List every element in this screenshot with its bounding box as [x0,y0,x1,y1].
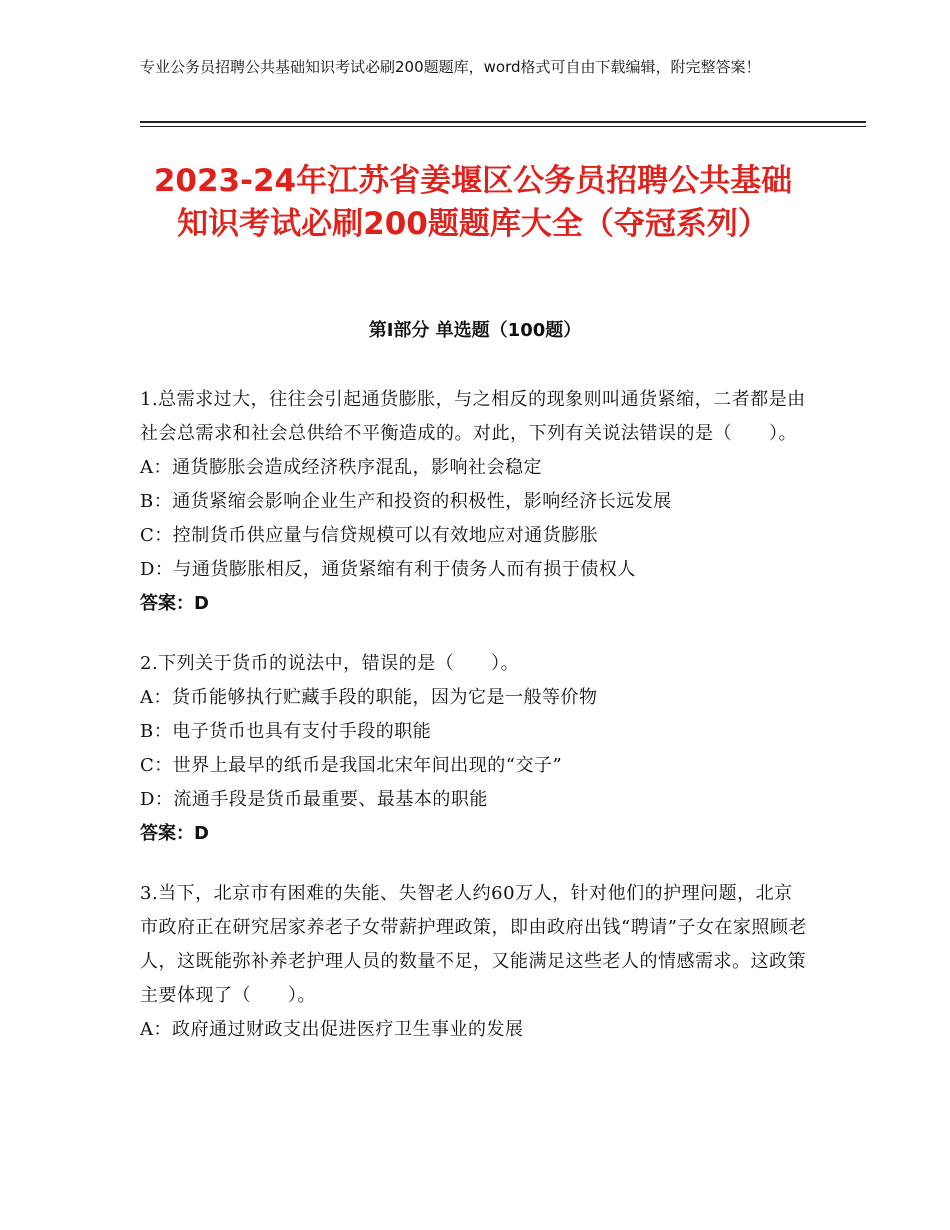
answer: 答案：D [140,823,209,844]
option-a: A：货币能够执行贮藏手段的职能，因为它是一般等价物 [140,687,598,708]
option-c: C：世界上最早的纸币是我国北宋年间出现的“交子” [140,755,563,776]
section-heading: 第Ⅰ部分 单选题（100题） [368,320,582,341]
option-c: C：控制货币供应量与信贷规模可以有效地应对通货膨胀 [140,525,599,546]
option-d: D：与通货膨胀相反，通货紧缩有利于债务人而有损于债权人 [140,559,636,580]
questions-list [140,383,808,1073]
header-rule-thick [140,121,866,123]
question-1 [140,383,808,621]
question-2 [140,647,808,851]
answer: 答案：D [140,593,209,614]
document-title: 2023-24年江苏省姜堰区公务员招聘公共基础知识考试必刷200题题库大全（夺冠系列） [153,163,793,242]
option-a: A：通货膨胀会造成经济秩序混乱，影响社会稳定 [140,457,542,478]
option-d: D：流通手段是货币最重要、最基本的职能 [140,789,488,810]
question-stem: 2.下列关于货币的说法中，错误的是（ ）。 [140,653,520,674]
option-b: B：电子货币也具有支付手段的职能 [140,721,432,742]
header-rule-thin [140,126,866,127]
question-stem: 1.总需求过大，往往会引起通货膨胀，与之相反的现象则叫通货紧缩，二者都是由社会总需求和社会总供给不平衡造成的。对此，下列有关说法错误的是（ ）。 [140,389,806,444]
question-stem: 3.当下，北京市有困难的失能、失智老人约60万人，针对他们的护理问题，北京市政府正在研究居家养老子女带薪护理政策，即由政府出钱“聘请”子女在家照顾老人，这既能弥补养老护理人员的数量不足，又能满足这些老人的情感需求。这政策主要体现了（ ）。 [140,883,807,1006]
option-a: A：政府通过财政支出促进医疗卫生事业的发展 [140,1019,524,1040]
option-b: B：通货紧缩会影响企业生产和投资的积极性，影响经济长远发展 [140,491,672,512]
question-3 [140,877,808,1047]
header-note: 专业公务员招聘公共基础知识考试必刷200题题库，word格式可自由下载编辑，附完整答案！ [140,58,761,76]
